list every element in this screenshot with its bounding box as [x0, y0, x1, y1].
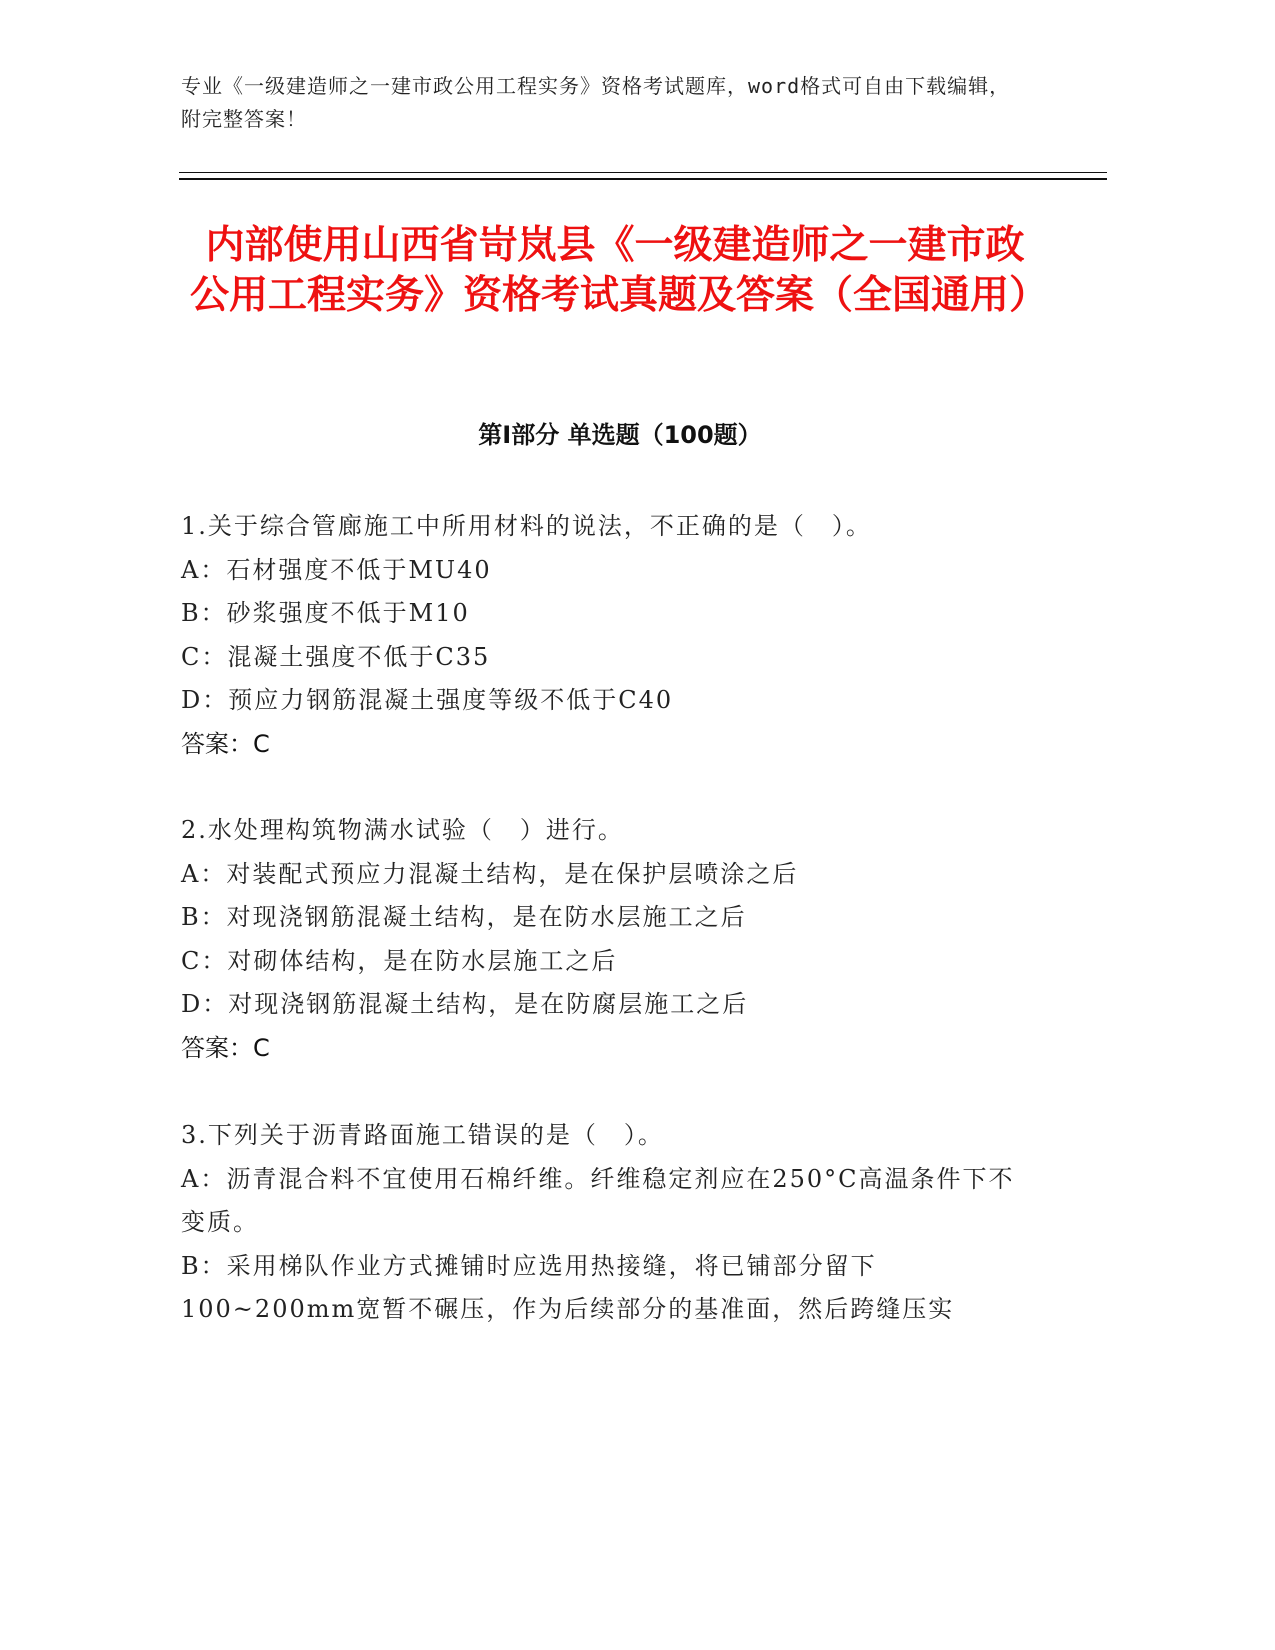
section-title: 第Ⅰ部分 单选题（100题）: [478, 421, 762, 449]
question-3: [181, 1114, 1031, 1332]
option-a: A：沥青混合料不宜使用石棉纤维。纤维稳定剂应在250°C高温条件下不变质。: [181, 1164, 1015, 1236]
option-b: B：对现浇钢筋混凝土结构，是在防水层施工之后: [181, 903, 747, 931]
option-d: D：预应力钢筋混凝土强度等级不低于C40: [181, 686, 674, 714]
question-stem: 2.水处理构筑物满水试验（ ）进行。: [181, 816, 624, 844]
question-2: [181, 809, 1031, 1070]
option-b: B：采用梯队作业方式摊铺时应选用热接缝，将已铺部分留下100~200mm宽暂不碾压，作为后续部分的基准面，然后跨缝压实: [181, 1251, 955, 1323]
question-stem: 1.关于综合管廊施工中所用材料的说法，不正确的是（ ）。: [181, 512, 872, 540]
header-divider-thin: [179, 172, 1107, 173]
document-title: 内部使用山西省岢岚县《一级建造师之一建市政公用工程实务》资格考试真题及答案（全国通用）: [190, 223, 1049, 318]
option-d: D：对现浇钢筋混凝土结构，是在防腐层施工之后: [181, 990, 749, 1018]
header-note: 专业《一级建造师之一建市政公用工程实务》资格考试题库，word格式可自由下载编辑，附完整答案！: [181, 74, 1011, 131]
question-1: [181, 505, 1031, 766]
option-c: C：对砌体结构，是在防水层施工之后: [181, 946, 618, 975]
header-divider-thick: [179, 178, 1107, 180]
option-c: C：混凝土强度不低于C35: [181, 642, 491, 671]
question-stem: 3.下列关于沥青路面施工错误的是（ ）。: [181, 1121, 664, 1149]
option-a: A：石材强度不低于MU40: [181, 555, 492, 584]
option-a: A：对装配式预应力混凝土结构，是在保护层喷涂之后: [181, 859, 799, 888]
option-b: B：砂浆强度不低于M10: [181, 599, 470, 627]
answer: 答案：C: [181, 1033, 270, 1062]
answer: 答案：C: [181, 729, 270, 758]
